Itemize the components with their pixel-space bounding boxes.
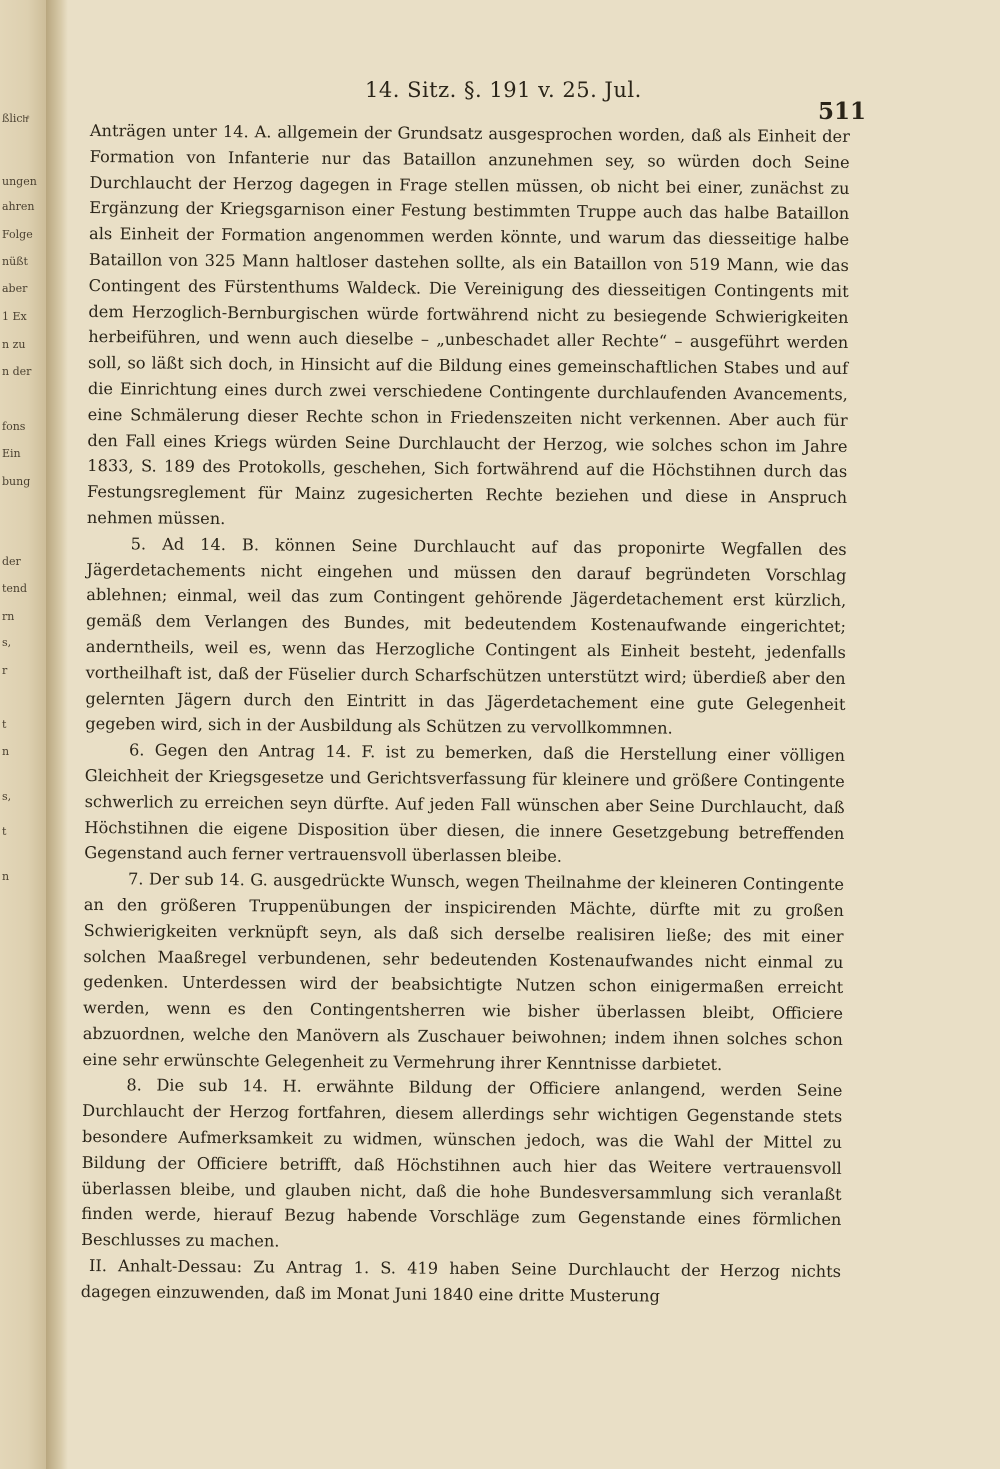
- margin-fragment: rn: [2, 610, 15, 623]
- left-margin-page-edge: [0, 0, 46, 1469]
- margin-fragment: ungen: [2, 175, 37, 188]
- margin-fragment: tend: [2, 582, 28, 595]
- page-number: 511: [818, 98, 867, 125]
- paragraph-item-6: 6. Gegen den Antrag 14. F. ist zu bemerken, daß die Herstellung einer völligen Gleichheit der Kriegsgesetze und Gerichtsverfassung für kleinere und größere Contingente schwerlich zu erreichen seyn dürfte. Auf jeden Fall wünschen aber Seine Durchlaucht, daß Höchstihnen die eigene Disposition über diesen, die innere Gesetzgebung betreffenden Gegenstand auch ferner vertrauensvoll überlassen bleibe.: [84, 740, 846, 867]
- margin-fragment: aber: [2, 282, 28, 295]
- book-fold-shadow: [46, 0, 68, 1469]
- margin-fragment: t: [2, 825, 7, 838]
- paragraph-item-7: 7. Der sub 14. G. ausgedrückte Wunsch, wegen Theilnahme der kleineren Contingente an den größeren Truppenübungen der inspicirenden Mächte, dürfte mit zu großen Schwierigkeiten verknüpft seyn, als daß sich derselbe realisiren ließe; des mit einer solchen Maaßregel verbundenen, sehr bedeutenden Kostenaufwandes nicht einmal zu gedenken. Unterdessen wird der beabsichtigte Nutzen schon einigermaßen erreicht werden, wenn es den Contingentsherren wie bisher überlassen bleibt, Officiere abzuordnen, welche den Manövern als Zuschauer beiwohnen; indem ihnen solches schon eine sehr erwünschte Gelegenheit zu Vermehrung ihrer Kenntnisse darbietet.: [82, 869, 845, 1074]
- margin-fragment: ahren: [2, 200, 35, 213]
- margin-fragment: Ein: [2, 447, 21, 460]
- margin-fragment: Folge: [2, 228, 33, 241]
- margin-fragment: n zu: [2, 338, 26, 351]
- running-head: 14. Sitz. §. 191 v. 25. Jul.: [365, 78, 642, 102]
- margin-fragment: s,: [2, 636, 12, 649]
- paragraph-anhalt-dessau: II. Anhalt-Dessau: Zu Antrag 1. S. 419 haben Seine Durchlaucht der Herzog nichts dagegen einzuwenden, daß im Monat Juni 1840 eine dritte Musterung: [80, 1256, 842, 1306]
- paragraph-continuation: Anträgen unter 14. A. allgemein der Grundsatz ausgesprochen worden, daß als Einheit der Formation von Infanterie nur das Bataillon anzunehmen sey, so würden doch Seine Durchlaucht der Herzog dagegen in Frage stellen müssen, ob nicht bei einer, zunächst zu Ergänzung der Kriegsgarnison einer Festung bestimmten Truppe auch das halbe Bataillon als Einheit der Formation angenommen werden könnte, und warum das diesseitige halbe Bataillon von 325 Mann haltloser dastehen sollte, als ein Bataillon von 519 Mann, wie das Contingent des Fürstenthums Waldeck. Die Vereinigung des diesseitigen Contingents mit dem Herzoglich-Bernburgischen würde fortwährend nicht zu besiegende Schwierigkeiten herbeiführen, und wenn auch dieselbe – „unbeschadet aller Rechte“ – ausgeführt werden soll, so läßt sich doch, in Hinsicht auf die Bildung eines gemeinschaftlichen Stabes und auf die Einrichtung eines durch zwei verschiedene Contingente durchlaufenden Avancements, eine Schmälerung dieser Rechte schon in Friedenszeiten nicht verkennen. Aber auch für den Fall eines Kriegs würden Seine Durchlaucht der Herzog, wie solches schon im Jahre 1833, S. 189 des Protokolls, geschehen, Sich fortwährend auf die Höchstihnen durch das Festungsreglement für Mainz zugesicherten Rechte beziehen und diese in Anspruch nehmen müssen.: [86, 120, 850, 529]
- margin-fragment: nüßt: [2, 255, 28, 268]
- margin-fragment: ßlichͤ: [2, 112, 29, 125]
- margin-fragment: s,: [2, 790, 12, 803]
- margin-fragment: n: [2, 870, 10, 883]
- margin-fragment: 1 Ex: [2, 310, 27, 323]
- margin-fragment: t: [2, 718, 7, 731]
- margin-fragment: fons: [2, 420, 26, 433]
- margin-fragment: bung: [2, 475, 31, 488]
- body-text: [81, 118, 850, 1311]
- margin-fragment: r: [2, 664, 8, 677]
- paragraph-item-8: 8. Die sub 14. H. erwähnte Bildung der Officiere anlangend, werden Seine Durchlaucht der Herzog fortfahren, diesem allerdings sehr wichtigen Gegenstande stets besondere Aufmerksamkeit zu widmen, wünschen jedoch, was die Wahl der Mittel zu Bildung der Officiere betrifft, daß Höchstihnen auch hier das Weitere vertrauensvoll überlassen bleibe, und glauben nicht, daß die hohe Bundesversammlung sich veranlaßt finden werde, hierauf Bezug habende Vorschläge zum Gegenstande eines förmlichen Beschlusses zu machen.: [81, 1075, 843, 1251]
- margin-fragment: der: [2, 555, 21, 568]
- paragraph-item-5: 5. Ad 14. B. können Seine Durchlaucht auf das proponirte Wegfallen des Jägerdetachements nicht eingehen und müssen den darauf begründeten Vorschlag ablehnen; einmal, weil das zum Contingent gehörende Jägerdetachement erst kürzlich, gemäß dem Verlangen des Bundes, mit bedeutendem Kostenaufwande eingerichtet; anderntheils, weil es, wenn das Herzogliche Contingent als Einheit besteht, jedenfalls vortheilhaft ist, daß der Füselier durch Scharfschützen unterstützt wird; überdieß aber den gelernten Jägern durch den Eintritt in das Jägerdetachement eine gute Gelegenheit gegeben wird, sich in der Ausbildung als Schützen zu vervollkommnen.: [85, 534, 847, 738]
- margin-fragment: n der: [2, 365, 32, 378]
- margin-fragment: n: [2, 745, 10, 758]
